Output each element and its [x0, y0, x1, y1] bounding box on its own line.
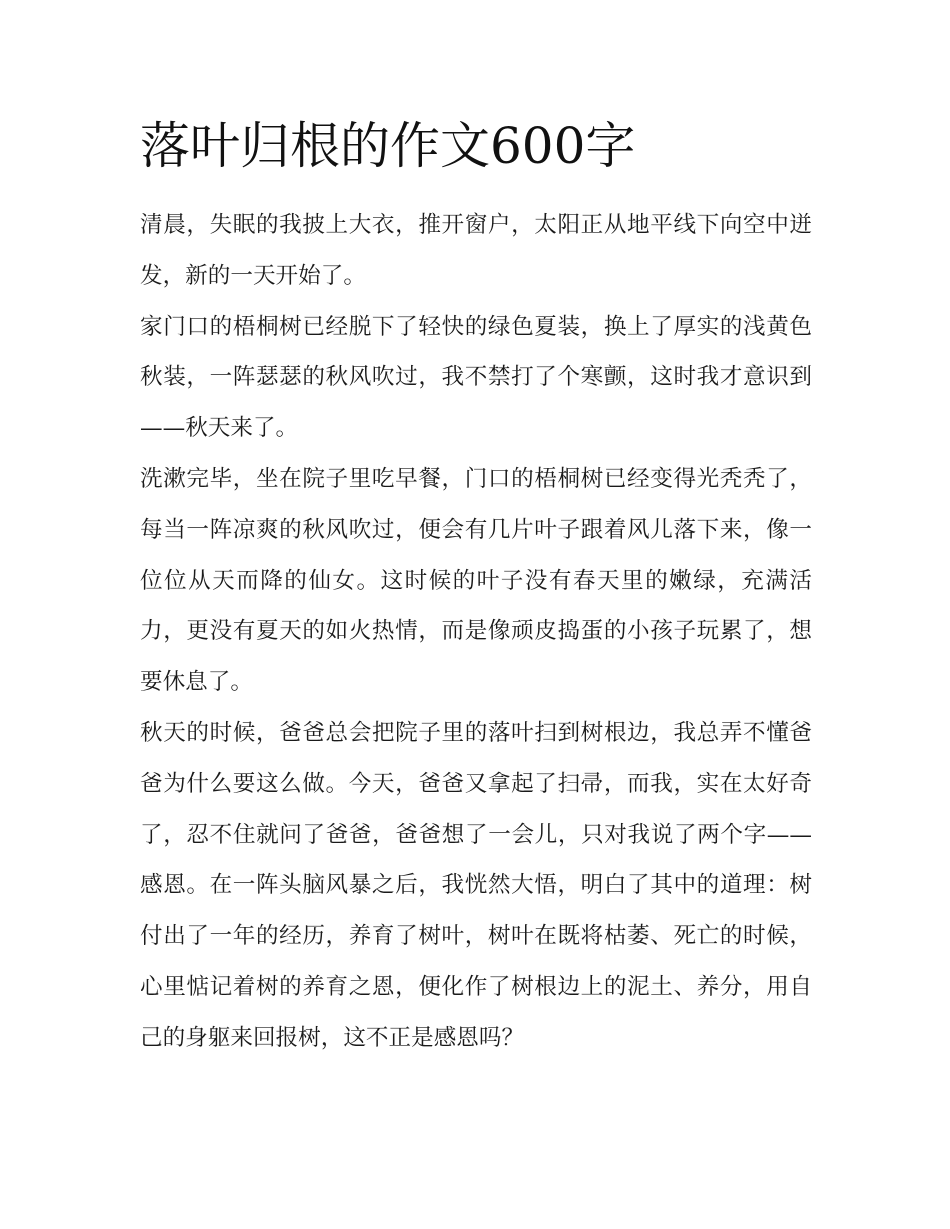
document-title: 落叶归根的作文600字	[140, 117, 636, 175]
paragraph-4: 秋天的时候，爸爸总会把院子里的落叶扫到树根边，我总弄不懂爸爸为什么要这么做。今天，爸爸又拿起了扫帚，而我，实在太好奇了，忍不住就问了爸爸，爸爸想了一会儿，只对我说了两个字——感恩。在一阵头脑风暴之后，我恍然大悟，明白了其中的道理：树付出了一年的经历，养育了树叶，树叶在既将枯萎、死亡的时候，心里惦记着树的养育之恩，便化作了树根边上的泥土、养分，用自己的身躯来回报树，这不正是感恩吗？	[140, 719, 812, 1051]
document-body	[140, 200, 812, 1064]
paragraph-1: 清晨，失眠的我披上大衣，推开窗户，太阳正从地平线下向空中迸发，新的一天开始了。	[140, 212, 812, 289]
paragraph-2: 家门口的梧桐树已经脱下了轻快的绿色夏装，换上了厚实的浅黄色秋装，一阵瑟瑟的秋风吹过，我不禁打了个寒颤，这时我才意识到——秋天来了。	[140, 313, 812, 442]
paragraph-3: 洗漱完毕，坐在院子里吃早餐，门口的梧桐树已经变得光秃秃了，每当一阵凉爽的秋风吹过，便会有几片叶子跟着风儿落下来，像一位位从天而降的仙女。这时候的叶子没有春天里的嫩绿，充满活力，更没有夏天的如火热情，而是像顽皮捣蛋的小孩子玩累了，想要休息了。	[140, 465, 812, 696]
